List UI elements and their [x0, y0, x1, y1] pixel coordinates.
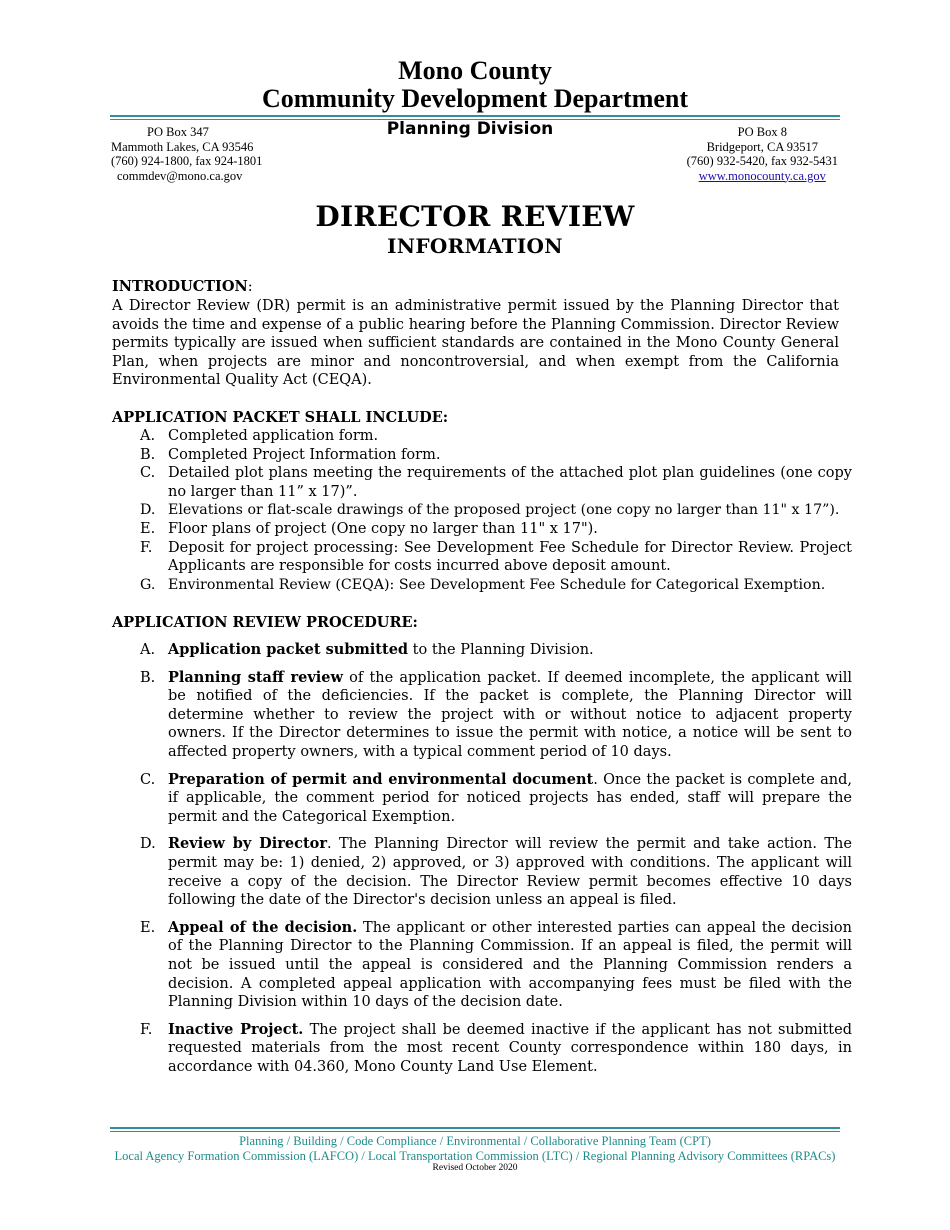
list-item: E. Floor plans of project (One copy no larger than 11" x 17").: [140, 520, 598, 537]
division-name: Planning Division: [386, 119, 554, 139]
list-item: A. Application packet submitted to the Planning Division.: [140, 641, 594, 658]
footer-commissions: Local Agency Formation Commission (LAFCO) / Local Transportation Commission (LTC) / Regional Planning Advisory Committees (RPACs): [114, 1149, 836, 1163]
list-item: C. Preparation of permit and environmental document. Once the packet is complete and, if applicable, the comment period for noticed projects has ended, staff will prepare the permit and the Categorical Exemption.: [140, 770, 852, 825]
right-address-line: Bridgeport, CA 93517: [706, 139, 819, 154]
header-rule: [110, 115, 840, 117]
footer-programs: Planning / Building / Code Compliance / Environmental / Collaborative Planning Team (CPT): [239, 1134, 711, 1148]
right-address-line: (760) 932-5420, fax 932-5431: [686, 154, 838, 168]
introduction-text: A Director Review (DR) permit is an administrative permit issued by the Planning Director that avoids the time and expense of a public hearing before the Planning Commission. Director Review permits typically are issued when sufficient standards are contained in the Mono County General Plan, when projects are minor and noncontroversial, and when exempt from the California Environmental Quality Act (CEQA).: [112, 298, 839, 389]
footer-revised-date: Revised October 2020: [432, 1163, 518, 1173]
list-item: F. Deposit for project processing: See Development Fee Schedule for Director Review. Project Applicants are responsible for costs incurred above deposit amount.: [140, 539, 852, 575]
footer-rule: [110, 1127, 840, 1129]
left-address-line: (760) 924-1800, fax 924-1801: [111, 154, 263, 168]
website-link[interactable]: www.monocounty.ca.gov: [698, 168, 826, 183]
left-address-block: [111, 125, 262, 183]
footer-rule-thin: [110, 1131, 840, 1132]
list-item: B. Completed Project Information form.: [140, 446, 441, 463]
list-item: C. Detailed plot plans meeting the requirements of the attached plot plan guidelines (one copy no larger than 11” x 17)”.: [140, 465, 852, 500]
packet-list: [112, 427, 857, 594]
county-name: Mono County: [398, 56, 552, 85]
list-item: A. Completed application form.: [140, 428, 379, 444]
list-item: B. Planning staff review of the application packet. If deemed incomplete, the applicant will be notified of the deficiencies. If the packet is complete, the Planning Director will determine whether to review the project with or without notice to adjacent property owners. If the Director determines to issue the permit with notice, a notice will be sent to affected property owners, with a typical comment period of 10 days.: [140, 668, 852, 760]
document-subtitle: INFORMATION: [387, 234, 563, 258]
list-item: F. Inactive Project. The project shall be deemed inactive if the applicant has not submitted requested materials from the most recent County correspondence within 180 days, in accordance with 04.360, Mono County Land Use Element.: [140, 1020, 852, 1075]
list-item: D. Elevations or flat-scale drawings of the proposed project (one copy no larger than 11" x 17”).: [140, 502, 840, 519]
department-name: Community Development Department: [261, 84, 689, 113]
procedure-list: [112, 641, 857, 1085]
introduction-heading: INTRODUCTION:: [112, 278, 253, 295]
right-address-block: [687, 125, 838, 183]
list-item: G. Environmental Review (CEQA): See Development Fee Schedule for Categorical Exemption.: [140, 576, 826, 593]
list-item: D. Review by Director. The Planning Director will review the permit and take action. The permit may be: 1) denied, 2) approved, or 3) approved with conditions. The applicant will receive a copy of the decision. The Director Review permit becomes effective 10 days following the date of the Director's decision unless an appeal is filed.: [140, 835, 852, 909]
right-address-line: PO Box 8: [737, 125, 787, 139]
left-address-line: PO Box 347: [147, 125, 209, 139]
left-address-line: Mammoth Lakes, CA 93546: [111, 139, 254, 154]
left-address-email: commdev@mono.ca.gov: [117, 168, 243, 183]
procedure-heading: APPLICATION REVIEW PROCEDURE:: [112, 614, 418, 631]
document-title: DIRECTOR REVIEW: [315, 200, 635, 233]
packet-heading: APPLICATION PACKET SHALL INCLUDE:: [112, 409, 449, 426]
list-item: E. Appeal of the decision. The applicant or other interested parties can appeal the decision of the Planning Director to the Planning Commission. If an appeal is filed, the permit will not be issued until the appeal is considered and the Planning Commission renders a decision. A completed appeal application with accompanying fees must be filed with the Planning Division within 10 days of the decision date.: [140, 918, 852, 1011]
